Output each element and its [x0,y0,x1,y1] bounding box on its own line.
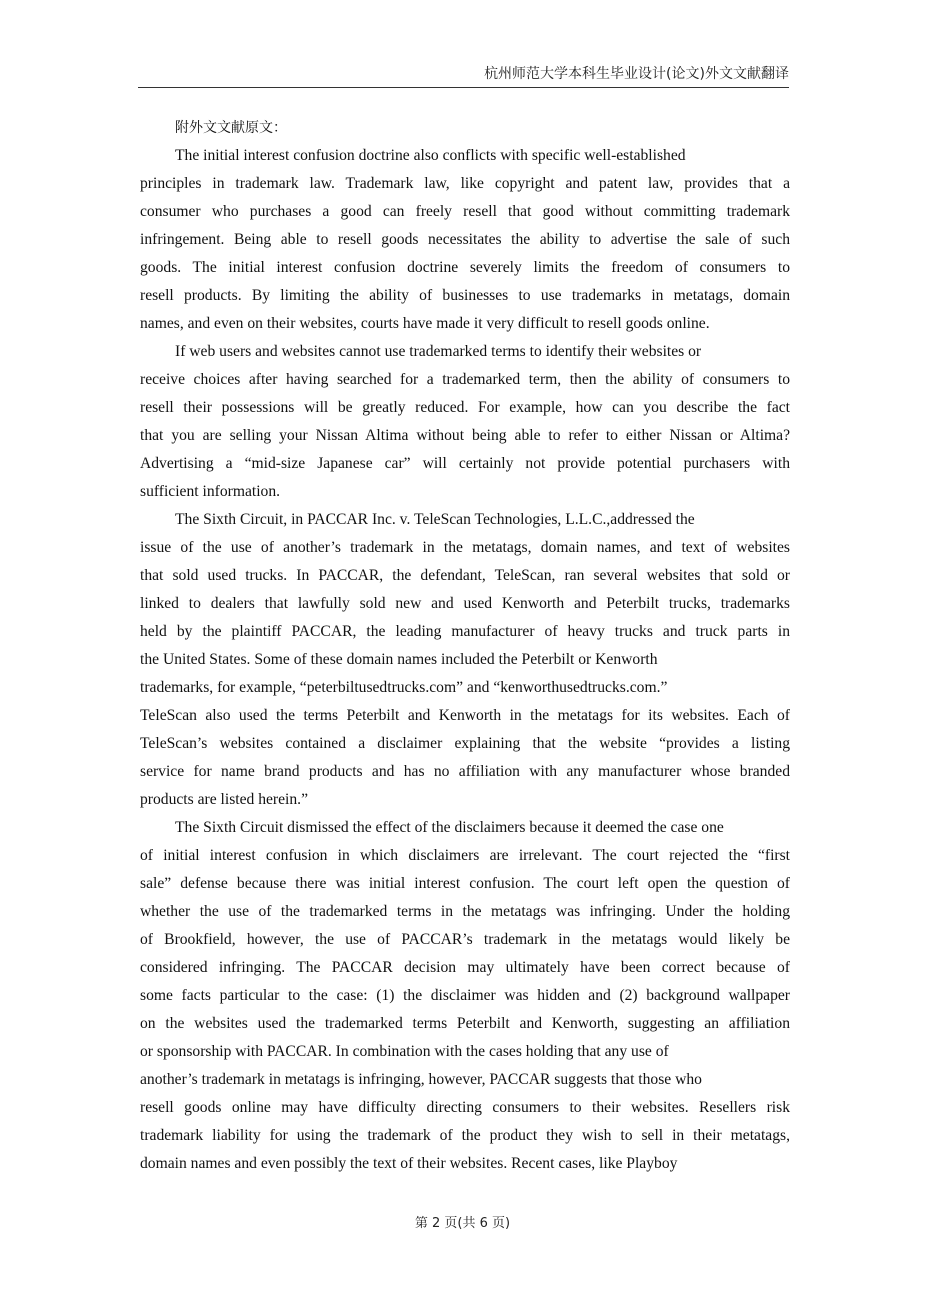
text-line: The Sixth Circuit, in PACCAR Inc. v. TeleScan Technologies, L.L.C.,addressed the [175,511,695,528]
text-line: resell products. By limiting the ability of businesses to use trademarks in metatags, domain [140,287,790,304]
text-line: receive choices after having searched for a trademarked term, then the ability of consumers to [140,371,790,388]
text-line: the United States. Some of these domain names included the Peterbilt or Kenworth [140,651,658,668]
text-line: trademarks, for example, “peterbiltusedtrucks.com” and “kenworthusedtrucks.com.” [140,679,668,696]
text-line: linked to dealers that lawfully sold new and used Kenworth and Peterbilt trucks, trademarks [140,595,790,612]
page-header: 杭州师范大学本科生毕业设计(论文)外文文献翻译 [484,66,789,82]
section-heading: 附外文文献原文： [175,120,287,136]
text-line: trademark liability for using the trademark of the product they wish to sell in their metatags, [140,1127,790,1144]
text-line: sufficient information. [140,483,281,500]
text-line: held by the plaintiff PACCAR, the leading manufacturer of heavy trucks and truck parts in [140,623,790,640]
text-line: If web users and websites cannot use trademarked terms to identify their websites or [175,343,702,360]
text-line: The Sixth Circuit dismissed the effect of the disclaimers because it deemed the case one [175,819,724,836]
text-line: of initial interest confusion in which disclaimers are irrelevant. The court rejected the “first [140,847,790,864]
text-line: principles in trademark law. Trademark law, like copyright and patent law, provides that a [140,175,790,192]
text-line: whether the use of the trademarked terms in the metatags was infringing. Under the holding [140,903,790,920]
text-line: some facts particular to the case: (1) the disclaimer was hidden and (2) background wallpaper [140,987,790,1004]
text-line: issue of the use of another’s trademark in the metatags, domain names, and text of websites [140,539,790,556]
text-line: resell goods online may have difficulty directing consumers to their websites. Resellers risk [140,1099,790,1116]
text-line: TeleScan’s websites contained a disclaimer explaining that the website “provides a listing [140,735,790,752]
document-body [140,114,790,1178]
text-line: of Brookfield, however, the use of PACCAR’s trademark in the metatags would likely be [140,931,790,948]
text-line: TeleScan also used the terms Peterbilt and Kenworth in the metatags for its websites. Each of [140,707,790,724]
text-line: that you are selling your Nissan Altima without being able to refer to either Nissan or Altima? [140,427,790,444]
text-line: service for name brand products and has no affiliation with any manufacturer whose branded [140,763,790,780]
header-divider [138,87,789,88]
text-line: or sponsorship with PACCAR. In combination with the cases holding that any use of [140,1043,669,1060]
text-line: sale” defense because there was initial interest confusion. The court left open the question of [140,875,790,892]
text-line: names, and even on their websites, courts have made it very difficult to resell goods online. [140,315,710,332]
text-line: another’s trademark in metatags is infringing, however, PACCAR suggests that those who [140,1071,702,1088]
text-line: that sold used trucks. In PACCAR, the defendant, TeleScan, ran several websites that sold or [140,567,790,584]
text-line: goods. The initial interest confusion doctrine severely limits the freedom of consumers to [140,259,790,276]
text-line: infringement. Being able to resell goods necessitates the ability to advertise the sale of such [140,231,790,248]
text-line: The initial interest confusion doctrine also conflicts with specific well-established [175,147,686,164]
text-line: resell their possessions will be greatly reduced. For example, how can you describe the fact [140,399,790,416]
page-number: 第 2 页(共 6 页) [414,1216,511,1231]
text-line: Advertising a “mid-size Japanese car” will certainly not provide potential purchasers with [140,455,790,472]
text-line: consumer who purchases a good can freely resell that good without committing trademark [140,203,790,220]
text-line: domain names and even possibly the text of their websites. Recent cases, like Playboy [140,1155,678,1172]
text-line: on the websites used the trademarked terms Peterbilt and Kenworth, suggesting an affiliation [140,1015,790,1032]
text-line: considered infringing. The PACCAR decision may ultimately have been correct because of [140,959,790,976]
text-line: products are listed herein.” [140,791,308,808]
body-text [140,142,790,1178]
